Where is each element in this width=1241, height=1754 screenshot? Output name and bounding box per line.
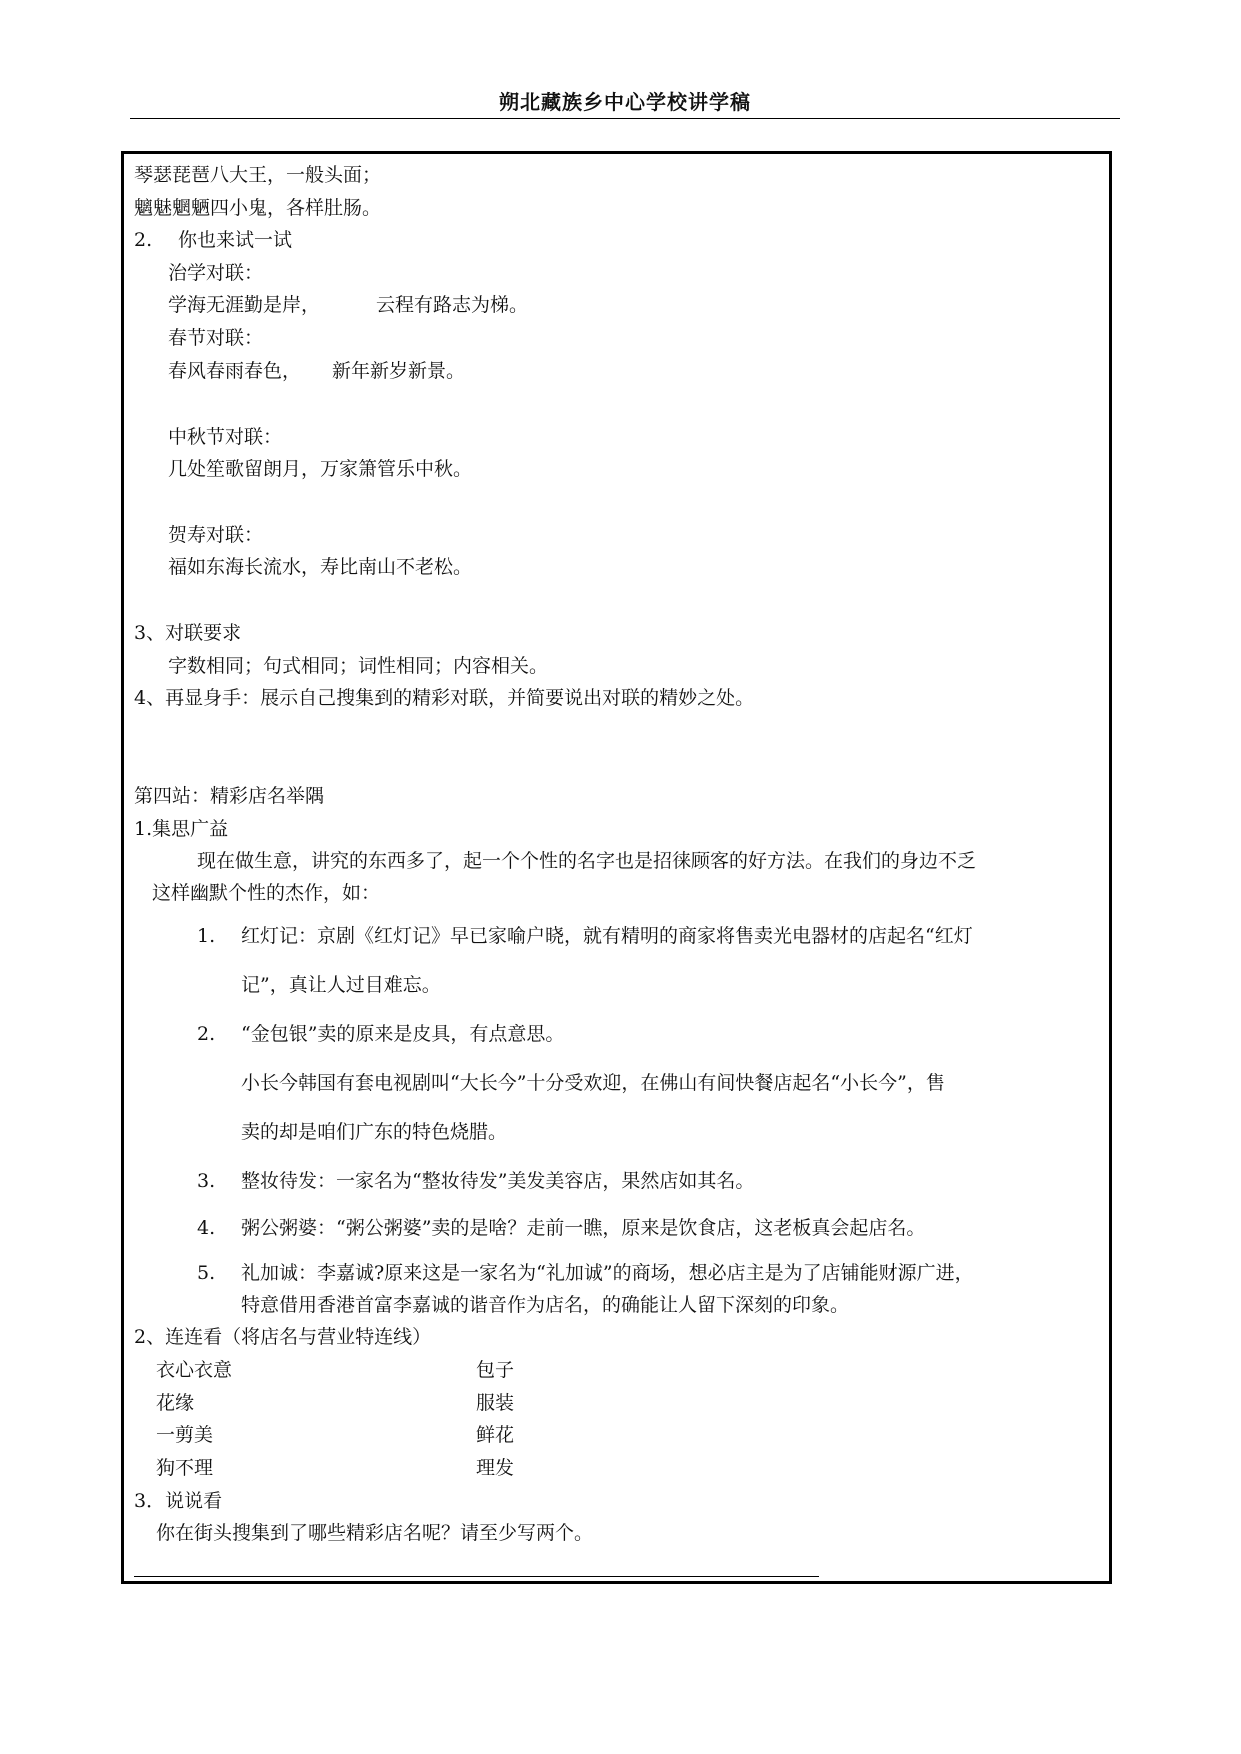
match-left-item: 狗不理 (156, 1457, 214, 1479)
intro-text: 这样幽默个性的杰作，如： (152, 882, 381, 904)
match-right-item: 理发 (476, 1457, 515, 1479)
answer-line (134, 1576, 819, 1577)
list-item-text: 红灯记：京剧《红灯记》早已家喻户晓，就有精明的商家将售卖光电器材的店起名“红灯 (241, 925, 973, 947)
match-right-item: 包子 (476, 1359, 515, 1381)
list-item-number: 5. (197, 1262, 216, 1284)
list-item-text: 特意借用香港首富李嘉诚的谐音作为店名，的确能让人留下深刻的印象。 (241, 1294, 850, 1316)
list-item-number: 2. (197, 1023, 216, 1045)
list-item-text: 礼加诚：李嘉诚?原来这是一家名为“礼加诚”的商场，想必店主是为了店铺能财源广进， (241, 1262, 974, 1284)
match-left-item: 花缘 (156, 1392, 195, 1414)
couplet-label: 中秋节对联： (168, 426, 283, 448)
match-left-item: 衣心衣意 (156, 1359, 233, 1381)
part-text: 你在街头搜集到了哪些精彩店名呢？请至少写两个。 (156, 1522, 594, 1544)
couplet-line: 琴瑟琵琶八大王，一般头面； (134, 164, 382, 186)
couplet-upper: 学海无涯勤是岸， (168, 294, 321, 316)
list-item-text: 小长今韩国有套电视剧叫“大长今”十分受欢迎，在佛山有间快餐店起名“小长今”，售 (241, 1072, 945, 1094)
list-item-number: 1. (197, 925, 216, 947)
couplet-label: 春节对联： (168, 327, 264, 349)
page-title: 朔北藏族乡中心学校讲学稿 (499, 90, 751, 114)
couplet-line: 魑魅魍魉四小鬼，各样肚肠。 (134, 197, 382, 219)
part-title: 2、连连看（将店名与营业特连线） (134, 1326, 432, 1348)
match-left-item: 一剪美 (156, 1424, 214, 1446)
part-title: 1.集思广益 (134, 818, 229, 840)
list-item-text: 粥公粥婆：“粥公粥婆”卖的是啥？走前一瞧，原来是饮食店，这老板真会起店名。 (241, 1217, 926, 1239)
part-title: 3．说说看 (134, 1490, 223, 1512)
list-item-text: 记”，真让人过目难忘。 (241, 974, 441, 996)
list-item-text: 整妆待发：一家名为“整妆待发”美发美容店，果然店如其名。 (241, 1170, 755, 1192)
list-item-text: “金包银”卖的原来是皮具，有点意思。 (241, 1023, 565, 1045)
header-divider (130, 118, 1120, 119)
list-item-number: 3. (197, 1170, 216, 1192)
couplet-text: 几处笙歌留朗月，万家箫管乐中秋。 (168, 458, 473, 480)
couplet-upper: 春风春雨春色， (168, 360, 302, 382)
section-text: 字数相同；句式相同；词性相同；内容相关。 (168, 655, 549, 677)
section-title: 3、对联要求 (134, 622, 242, 644)
list-item-number: 4. (197, 1217, 216, 1239)
match-right-item: 服装 (476, 1392, 515, 1414)
couplet-label: 治学对联： (168, 262, 264, 284)
match-right-item: 鲜花 (476, 1424, 515, 1446)
section-title: 你也来试一试 (178, 229, 293, 251)
section-text: 4、再显身手：展示自己搜集到的精彩对联，并简要说出对联的精妙之处。 (134, 687, 755, 709)
intro-text: 现在做生意，讲究的东西多了，起一个个性的名字也是招徕顾客的好方法。在我们的身边不乏 (197, 850, 977, 872)
couplet-lower: 新年新岁新景。 (332, 360, 466, 382)
couplet-lower: 云程有路志为梯。 (376, 294, 529, 316)
couplet-label: 贺寿对联： (168, 524, 264, 546)
section-number: 2. (134, 229, 153, 251)
station-title: 第四站：精彩店名举隅 (134, 785, 325, 807)
couplet-text: 福如东海长流水，寿比南山不老松。 (168, 556, 473, 578)
list-item-text: 卖的却是咱们广东的特色烧腊。 (241, 1121, 508, 1143)
